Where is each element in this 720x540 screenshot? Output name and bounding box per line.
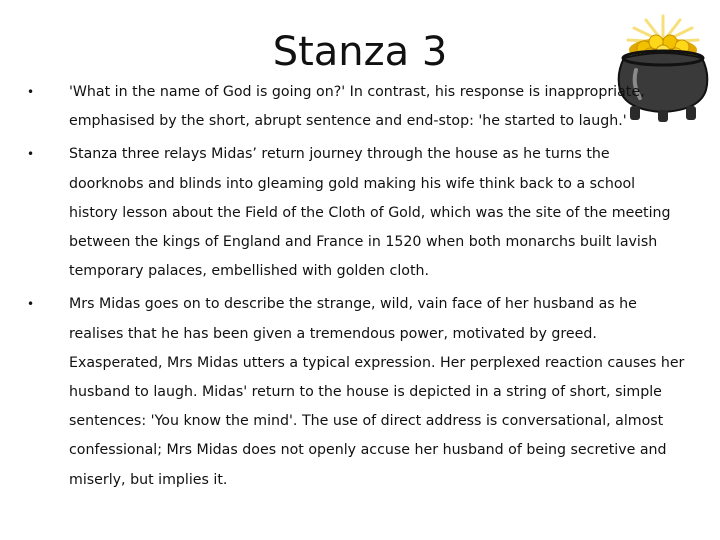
bullet-item xyxy=(27,290,687,494)
bullet-list xyxy=(27,78,687,499)
bullet-text: 'What in the name of God is going on?' In contrast, his response is inappropriate, emphasised by the short, abrupt sentence and end-stop: 'he started to laugh.' xyxy=(69,84,645,130)
bullet-item xyxy=(27,140,687,286)
bullet-text: Mrs Midas goes on to describe the strange, wild, vain face of her husband as he realises that he has been given a tremendous power, motivated by greed. Exasperated, Mrs Midas utters a typical expression. Her perplexed reaction causes her husband to laugh. Midas' return to the house is depicted in a string of short, simple sentences: 'You know the mind'. The use of direct address is conversational, almost confessional; Mrs Midas does not openly accuse her husband of being secretive and miserly, but implies it. xyxy=(69,296,685,488)
bullet-text: Stanza three relays Midas’ return journey through the house as he turns the doorknobs and blinds into gleaming gold making his wife think back to a school history lesson about the Field of the Cloth of Gold, which was the site of the meeting between the kings of England and France in 1520 when both monarchs built lavish temporary palaces, embellished with golden cloth. xyxy=(69,146,671,280)
bullet-item xyxy=(27,78,687,136)
bullet-marker: • xyxy=(27,85,35,99)
bullet-marker: • xyxy=(27,147,35,162)
bullet-marker: • xyxy=(27,297,35,312)
slide-title: Stanza 3 xyxy=(272,29,448,75)
